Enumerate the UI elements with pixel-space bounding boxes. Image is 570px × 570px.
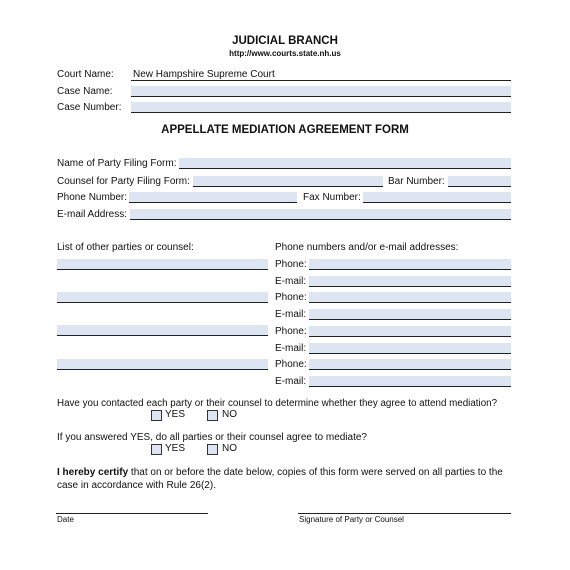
phone-label: Phone: xyxy=(275,259,307,270)
bar-number-label: Bar Number: xyxy=(388,176,445,187)
email-label: E-mail: xyxy=(275,376,307,387)
email-label: E-mail: xyxy=(275,276,307,287)
case-name-field[interactable] xyxy=(131,86,511,97)
other-phone-field[interactable] xyxy=(309,259,511,270)
question-agree: If you answered YES, do all parties or their counsel agree to mediate? xyxy=(57,432,367,443)
phone-label: Phone: xyxy=(275,292,307,303)
counsel-label: Counsel for Party Filing Form: xyxy=(57,176,190,187)
phone-number-field[interactable] xyxy=(129,192,297,203)
q2-yes-label: YES xyxy=(165,443,186,454)
signature-label: Signature of Party or Counsel xyxy=(299,515,404,524)
certification-line-2: case in accordance with Rule 26(2). xyxy=(57,480,216,491)
email-address-label: E-mail Address: xyxy=(57,209,128,220)
other-party-field[interactable] xyxy=(57,325,268,336)
court-name-value: New Hampshire Supreme Court xyxy=(133,69,275,80)
case-number-field[interactable] xyxy=(131,102,511,113)
q2-yes-checkbox[interactable] xyxy=(151,444,162,455)
other-parties-heading: List of other parties or counsel: xyxy=(57,242,194,253)
email-label: E-mail: xyxy=(275,309,307,320)
certify-bold: I hereby certify xyxy=(57,467,129,478)
other-email-field[interactable] xyxy=(309,343,511,354)
other-email-field[interactable] xyxy=(309,376,511,387)
phone-label: Phone: xyxy=(275,326,307,337)
fax-number-field[interactable] xyxy=(363,192,511,203)
certification-line-1 xyxy=(57,467,503,479)
q1-no-label: NO xyxy=(222,409,237,420)
court-name-field[interactable] xyxy=(131,70,511,81)
page-title: JUDICIAL BRANCH xyxy=(232,35,338,47)
date-line[interactable] xyxy=(56,513,208,514)
question-contacted: Have you contacted each party or their counsel to determine whether they agree to attend mediation? xyxy=(57,398,498,409)
header-url: http://www.courts.state.nh.us xyxy=(229,49,341,58)
q1-yes-checkbox[interactable] xyxy=(151,410,162,421)
case-name-label: Case Name: xyxy=(57,86,113,97)
phone-number-label: Phone Number: xyxy=(57,192,128,203)
other-party-field[interactable] xyxy=(57,359,268,370)
q2-no-checkbox[interactable] xyxy=(207,444,218,455)
q2-no-label: NO xyxy=(222,443,237,454)
contact-heading: Phone numbers and/or e-mail addresses: xyxy=(275,242,459,253)
q1-yes-label: YES xyxy=(165,409,186,420)
court-name-label: Court Name: xyxy=(57,69,114,80)
other-phone-field[interactable] xyxy=(309,326,511,337)
signature-line[interactable] xyxy=(298,513,511,514)
email-label: E-mail: xyxy=(275,343,307,354)
fax-number-label: Fax Number: xyxy=(303,192,361,203)
other-party-field[interactable] xyxy=(57,292,268,303)
other-party-field[interactable] xyxy=(57,259,268,270)
email-address-field[interactable] xyxy=(130,209,511,220)
phone-label: Phone: xyxy=(275,359,307,370)
form-title: APPELLATE MEDIATION AGREEMENT FORM xyxy=(161,124,409,136)
party-name-label: Name of Party Filing Form: xyxy=(57,158,177,169)
certify-text: that on or before the date below, copies of this form were served on all parties to the xyxy=(128,467,503,478)
counsel-field[interactable] xyxy=(193,176,383,187)
other-email-field[interactable] xyxy=(309,276,511,287)
other-phone-field[interactable] xyxy=(309,292,511,303)
date-label: Date xyxy=(57,515,74,524)
bar-number-field[interactable] xyxy=(448,176,511,187)
other-email-field[interactable] xyxy=(309,309,511,320)
party-name-field[interactable] xyxy=(179,158,511,169)
q1-no-checkbox[interactable] xyxy=(207,410,218,421)
case-number-label: Case Number: xyxy=(57,102,122,113)
other-phone-field[interactable] xyxy=(309,359,511,370)
